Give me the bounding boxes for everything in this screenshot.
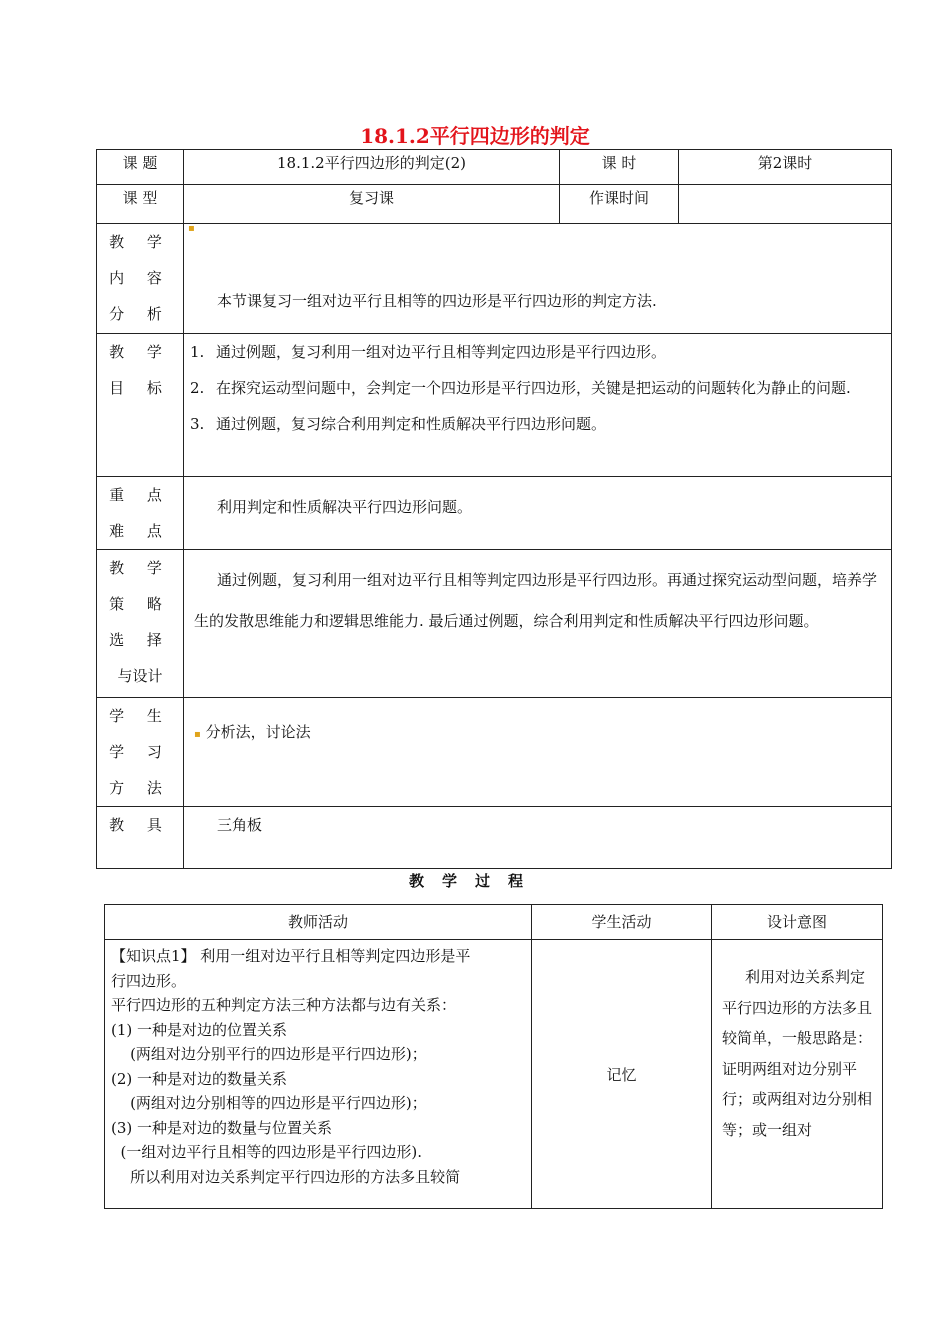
teacher-line: 所以利用对边关系判定平行四边形的方法多且较简 <box>111 1167 461 1186</box>
bullet-mark-icon: ▪ <box>194 729 201 740</box>
lesson-info-table <box>96 149 892 869</box>
process-table <box>104 904 883 1209</box>
design-intent-text: 利用对边关系判定平行四边形的方法多且较简单，一般思路是：证明两组对边分别平行；或两组对边分别相等；或一组对 <box>722 968 873 1139</box>
tools-label: 教 具 <box>97 807 184 869</box>
goal-item: 3. 通过例题，复习综合利用判定和性质解决平行四边形问题。 <box>190 415 607 433</box>
strategy-label: 教 学 策 略 选 择 与设计 <box>97 550 184 698</box>
strategy-cell <box>184 550 892 698</box>
goals-cell <box>184 334 892 477</box>
header-student: 学生活动 <box>532 905 712 940</box>
topic-value: 18.1.2平行四边形的判定(2) <box>184 150 560 185</box>
period-value: 第2课时 <box>679 150 892 185</box>
class-time-label: 作课时间 <box>560 185 679 224</box>
design-intent-cell <box>712 940 883 1209</box>
goals-label: 教 学 目 标 <box>97 334 184 477</box>
period-label: 课 时 <box>560 150 679 185</box>
key-points-text: 利用判定和性质解决平行四边形问题。 <box>217 498 473 516</box>
topic-label: 课 题 <box>97 150 184 185</box>
header-design: 设计意图 <box>712 905 883 940</box>
teacher-line: (两组对边分别相等的四边形是平行四边形)； <box>111 1094 427 1112</box>
tools-text: 三角板 <box>217 816 263 834</box>
goal-item: 2. 在探究运动型问题中，会判定一个四边形是平行四边形，关键是把运动的问题转化为静止的问题. <box>190 379 851 397</box>
methods-text: ▪ 分析法，讨论法 <box>194 723 311 741</box>
content-analysis-label: 教 学 内 容 分 析 <box>97 224 184 334</box>
methods-label: 学 生 学 习 方 法 <box>97 698 184 807</box>
teacher-line: 【知识点1】 利用一组对边平行且相等判定四边形是平 <box>111 947 471 965</box>
content-analysis-cell <box>184 224 892 334</box>
key-points-label: 重 点 难 点 <box>97 477 184 550</box>
teacher-line: (3) 一种是对边的数量与位置关系 <box>111 1118 333 1137</box>
bullet-mark-icon: ▪ <box>188 223 195 234</box>
header-teacher: 教师活动 <box>105 905 532 940</box>
teacher-line: (1) 一种是对边的位置关系 <box>111 1020 288 1039</box>
class-time-value <box>679 185 892 224</box>
teacher-line: (两组对边分别平行的四边形是平行四边形)； <box>111 1045 427 1063</box>
key-points-cell <box>184 477 892 550</box>
methods-cell <box>184 698 892 807</box>
teacher-line: 行四边形。 <box>111 971 187 990</box>
page-title: 18.1.2平行四边形的判定 <box>360 124 590 148</box>
tools-cell <box>184 807 892 869</box>
teacher-line: 平行四边形的五种判定方法三种方法都与边有关系： <box>111 996 457 1014</box>
teacher-activity-cell <box>105 940 532 1209</box>
goal-item: 1. 通过例题，复习利用一组对边平行且相等判定四边形是平行四边形。 <box>190 343 667 361</box>
type-value: 复习课 <box>184 185 560 224</box>
teacher-line: (2) 一种是对边的数量关系 <box>111 1069 288 1088</box>
process-title: 教学过程 <box>408 872 541 890</box>
content-analysis-text: 本节课复习一组对边平行且相等的四边形是平行四边形的判定方法. <box>217 292 657 310</box>
student-activity-cell: 记忆 <box>532 940 712 1209</box>
strategy-text: 通过例题，复习利用一组对边平行且相等判定四边形是平行四边形。再通过探究运动型问题，培养学生的发散思维能力和逻辑思维能力. 最后通过例题，综合利用判定和性质解决平行四边形问题。 <box>194 571 878 630</box>
type-label: 课 型 <box>97 185 184 224</box>
teacher-line: (一组对边平行且相等的四边形是平行四边形). <box>111 1143 423 1161</box>
